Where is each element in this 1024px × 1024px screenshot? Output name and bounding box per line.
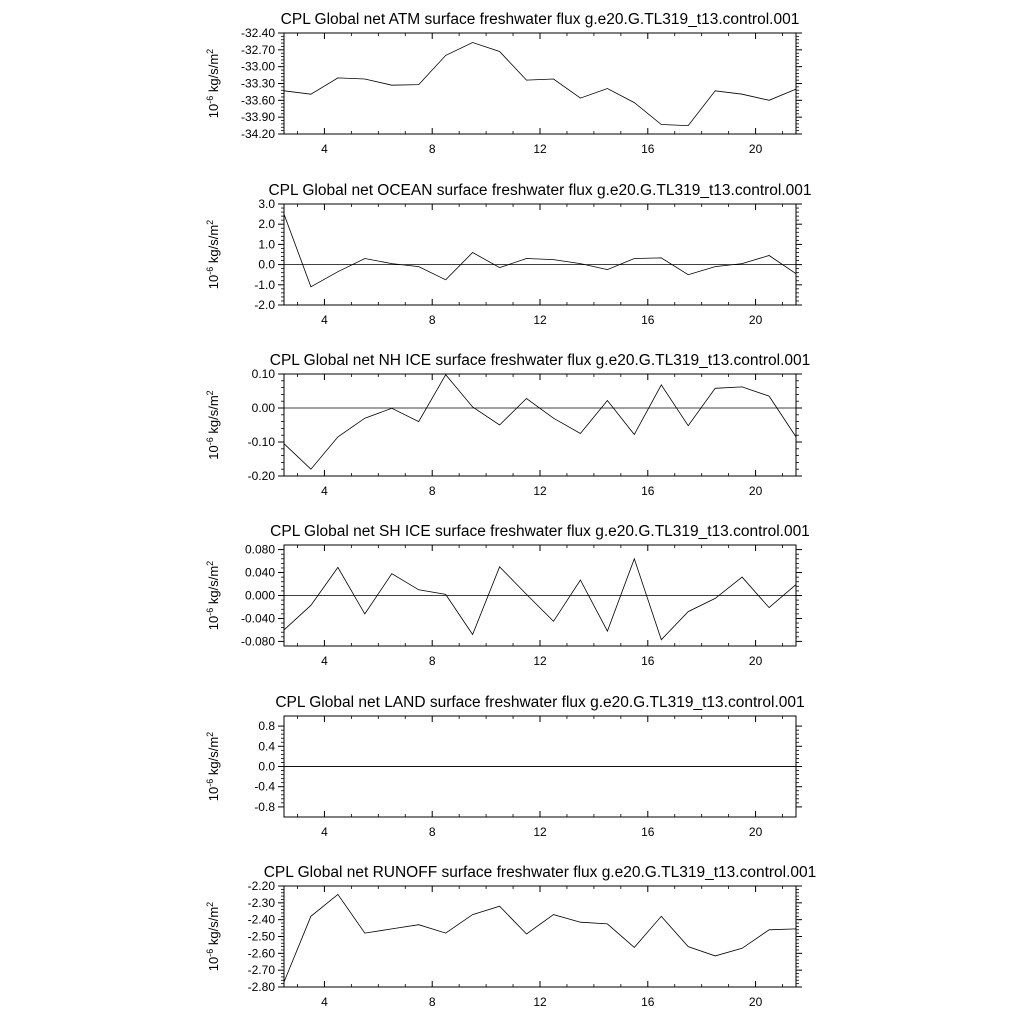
y-tick-label: -33.60 xyxy=(240,93,275,108)
x-tick-label: 16 xyxy=(641,142,655,156)
x-tick-label: 4 xyxy=(321,825,328,839)
y-tick-label: -2.0 xyxy=(254,298,275,312)
y-tick-label: -0.040 xyxy=(240,611,275,626)
y-axis-label-text: kg/s/m xyxy=(206,736,221,779)
x-tick-label: 16 xyxy=(641,825,655,839)
y-tick-label: -0.20 xyxy=(247,469,275,483)
x-tick-label: 20 xyxy=(748,825,763,839)
x-tick-label: 4 xyxy=(321,484,328,498)
data-series-line xyxy=(284,214,796,287)
y-axis-label-text: kg/s/m xyxy=(206,53,221,96)
x-tick-label: 8 xyxy=(428,142,436,156)
y-tick-label: -0.080 xyxy=(240,634,275,649)
y-axis-label-text: 10 xyxy=(206,445,221,460)
chart-panel-2 xyxy=(205,182,812,327)
chart-title: CPL Global net ATM surface freshwater flux g.e20.G.TL319_t13.control.001 xyxy=(280,11,800,28)
y-axis-label-text: 10 xyxy=(206,274,221,290)
x-tick-label: 12 xyxy=(533,995,547,1009)
y-tick-label: -33.30 xyxy=(240,76,275,91)
y-tick-label: 0.8 xyxy=(258,719,275,734)
y-tick-label: -2.30 xyxy=(247,895,275,910)
chart-panel-5 xyxy=(205,694,805,839)
plot-frame xyxy=(284,886,796,987)
y-tick-label: 0.00 xyxy=(251,401,275,415)
x-tick-label: 20 xyxy=(748,484,763,498)
y-tick-label: -33.90 xyxy=(240,110,275,125)
y-tick-label: -34.20 xyxy=(240,127,275,141)
chart-panel-3 xyxy=(205,352,810,498)
y-tick-label: -2.80 xyxy=(247,980,275,994)
x-tick-label: 8 xyxy=(428,313,436,327)
x-tick-label: 20 xyxy=(748,313,763,327)
y-axis-label-superscript: -6 xyxy=(205,266,215,275)
y-tick-label: 0.000 xyxy=(244,588,275,603)
x-tick-label: 8 xyxy=(428,995,436,1009)
x-tick-label: 12 xyxy=(533,142,547,156)
y-tick-label: 3.0 xyxy=(258,197,275,211)
y-axis-label-text: kg/s/m xyxy=(206,224,221,267)
y-tick-label: -0.10 xyxy=(247,435,275,449)
y-tick-label: -2.20 xyxy=(247,879,275,893)
y-axis-label-superscript: -6 xyxy=(205,95,215,104)
x-tick-label: 20 xyxy=(748,654,763,668)
data-series-line xyxy=(284,894,796,982)
data-series-line xyxy=(284,43,796,126)
y-axis-label xyxy=(205,902,221,971)
plot-frame xyxy=(284,33,796,134)
y-tick-label: 0.4 xyxy=(258,739,275,754)
data-series-line xyxy=(284,375,796,470)
y-axis-label-superscript: 2 xyxy=(205,560,215,566)
x-tick-label: 8 xyxy=(428,825,436,839)
y-tick-label: -33.00 xyxy=(240,59,275,74)
y-axis-label-superscript: 2 xyxy=(205,731,215,737)
y-tick-label: -32.40 xyxy=(240,26,275,40)
plot-frame xyxy=(284,374,796,476)
chart-panel-4 xyxy=(205,523,810,668)
y-axis-label-text: 10 xyxy=(206,786,221,802)
x-tick-label: 16 xyxy=(641,313,655,327)
y-tick-label: -2.70 xyxy=(247,963,275,978)
x-tick-label: 12 xyxy=(533,484,547,498)
x-tick-label: 16 xyxy=(641,995,655,1009)
y-axis-label-superscript: -6 xyxy=(205,778,215,787)
y-axis-label-text: 10 xyxy=(206,103,221,119)
x-tick-label: 4 xyxy=(321,654,328,668)
y-axis-label-superscript: 2 xyxy=(205,390,215,396)
plot-frame xyxy=(284,204,796,305)
y-axis-label-text: kg/s/m xyxy=(206,395,221,438)
x-tick-label: 4 xyxy=(321,142,328,156)
y-tick-label: -32.70 xyxy=(240,42,275,57)
chart-title: CPL Global net NH ICE surface freshwater flux g.e20.G.TL319_t13.control.001 xyxy=(269,352,811,369)
x-tick-label: 12 xyxy=(533,313,547,327)
x-tick-label: 12 xyxy=(533,654,547,668)
chart-panel-1 xyxy=(205,11,802,156)
y-axis-label xyxy=(205,49,221,118)
data-series-line xyxy=(284,559,796,640)
chart-title: CPL Global net LAND surface freshwater flux g.e20.G.TL319_t13.control.001 xyxy=(275,694,805,711)
chart-panel-6 xyxy=(205,864,816,1009)
x-tick-label: 4 xyxy=(321,995,328,1009)
y-tick-label: 0.0 xyxy=(258,759,275,774)
x-tick-label: 4 xyxy=(321,313,328,327)
x-tick-label: 8 xyxy=(428,654,436,668)
x-tick-label: 16 xyxy=(641,484,655,498)
y-axis-label-superscript: -6 xyxy=(205,948,215,957)
y-tick-label: 2.0 xyxy=(258,217,275,232)
x-tick-label: 12 xyxy=(533,825,547,839)
y-tick-label: 0.040 xyxy=(244,565,275,580)
x-tick-label: 16 xyxy=(641,654,655,668)
y-axis-label-superscript: 2 xyxy=(205,48,215,54)
y-axis-label xyxy=(205,732,221,801)
chart-title: CPL Global net OCEAN surface freshwater flux g.e20.G.TL319_t13.control.001 xyxy=(268,182,812,199)
y-tick-label: -0.8 xyxy=(254,799,275,814)
y-tick-label: -2.50 xyxy=(247,929,275,944)
y-axis-label-superscript: -6 xyxy=(205,607,215,616)
y-tick-label: -0.4 xyxy=(254,779,275,794)
y-axis-label-text: 10 xyxy=(206,956,221,972)
y-axis-label-superscript: 2 xyxy=(205,901,215,907)
chart-title: CPL Global net SH ICE surface freshwater flux g.e20.G.TL319_t13.control.001 xyxy=(270,523,810,540)
x-tick-label: 20 xyxy=(748,995,763,1009)
y-axis-label xyxy=(205,561,221,630)
y-axis-label-text: 10 xyxy=(206,615,221,631)
y-tick-label: 1.0 xyxy=(258,237,275,252)
y-tick-label: 0.0 xyxy=(258,257,275,272)
y-tick-label: -2.60 xyxy=(247,946,275,961)
chart-title: CPL Global net RUNOFF surface freshwater flux g.e20.G.TL319_t13.control.001 xyxy=(263,864,817,881)
y-tick-label: 0.10 xyxy=(251,367,275,381)
y-axis-label-superscript: -6 xyxy=(205,437,215,446)
x-tick-label: 8 xyxy=(428,484,436,498)
y-axis-label-superscript: 2 xyxy=(205,219,215,225)
y-tick-label: -1.0 xyxy=(254,277,275,292)
y-tick-label: -2.40 xyxy=(247,912,275,927)
y-axis-label xyxy=(205,220,221,289)
y-axis-label-text: kg/s/m xyxy=(206,906,221,949)
y-axis-label xyxy=(205,390,221,459)
y-tick-label: 0.080 xyxy=(244,542,275,557)
x-tick-label: 20 xyxy=(748,142,763,156)
y-axis-label-text: kg/s/m xyxy=(206,565,221,608)
